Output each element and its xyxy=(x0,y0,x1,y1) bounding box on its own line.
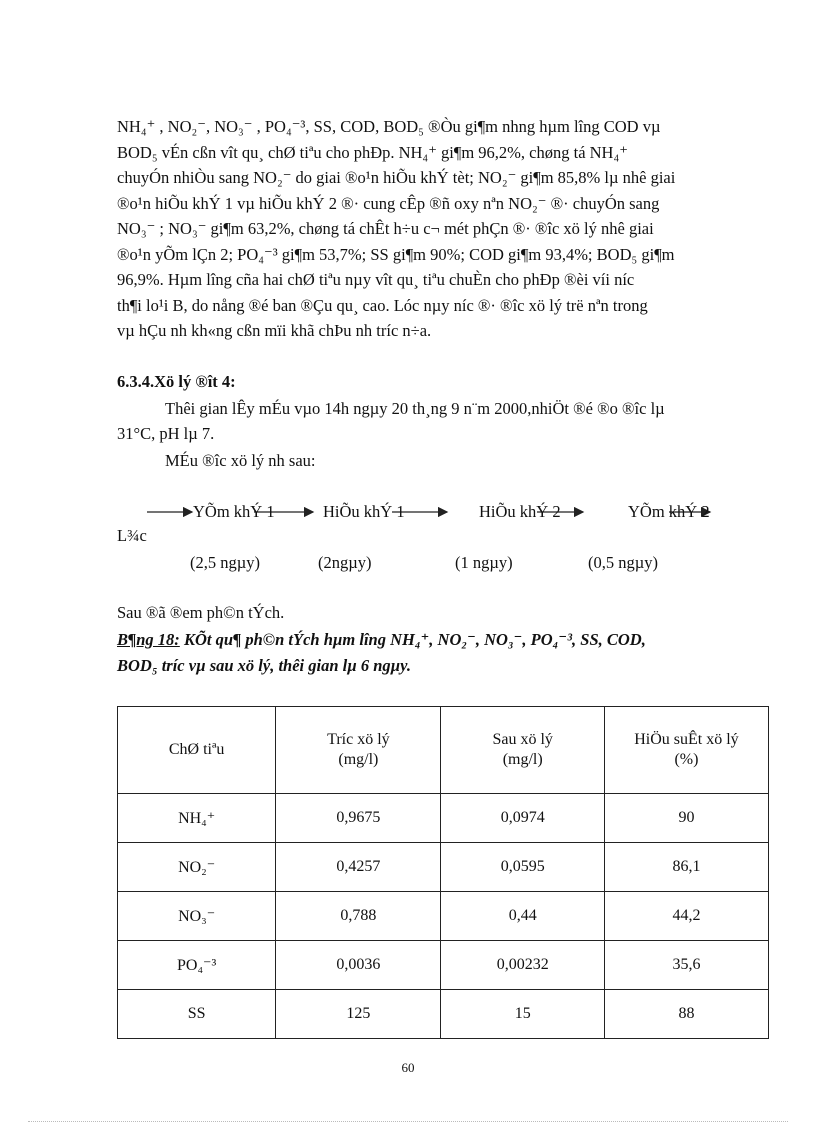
paragraph-line: chuyÓn nhiÒu sang NO₂⁻ do giai ®o¹n hiÕu khÝ tèt; NO₂⁻ gi¶m 85,8% lµ nhê giai xyxy=(117,168,676,187)
table-cell: 35,6 xyxy=(604,941,768,990)
header-text: ChØ tiªu xyxy=(168,741,225,758)
table-cell: 88 xyxy=(604,990,768,1039)
section-text: 31°C, pH lµ 7. xyxy=(117,424,215,443)
process-flow-diagram xyxy=(117,498,768,558)
flow-start-label: L¾c xyxy=(117,526,147,545)
table-cell: NO₂⁻ xyxy=(118,843,276,892)
header-before xyxy=(276,707,441,794)
table-cell: 86,1 xyxy=(604,843,768,892)
section-heading: 6.3.4.Xö lý ®ît 4: xyxy=(117,372,236,391)
flow-step: HiÕu khÝ 1 xyxy=(323,502,405,521)
section-text: Thêi gian lÊy mÉu vµo 14h ngµy 20 th¸ng 9 n¨m 2000,nhiÖt ®é ®o ®îc lµ xyxy=(165,399,665,418)
caption-text: KÕt qu¶ ph©n tÝch hµm lîng NH₄⁺, NO₂⁻, NO₃⁻, PO₄⁻³, SS, COD, xyxy=(179,630,646,649)
table-cell: 125 xyxy=(276,990,441,1039)
flow-duration: (2ngµy) xyxy=(318,553,372,572)
table-cell: PO₄⁻³ xyxy=(118,941,276,990)
table-header-row xyxy=(118,707,769,794)
table-row xyxy=(118,990,769,1039)
page-number: 60 xyxy=(401,1060,415,1075)
after-analysis-text: Sau ®ã ®em ph©n tÝch. xyxy=(117,603,285,622)
table-row xyxy=(118,794,769,843)
paragraph-line: ®o¹n yÕm lÇn 2; PO₄⁻³ gi¶m 53,7%; SS gi¶m 90%; COD gi¶m 93,4%; BOD₅ gi¶m xyxy=(117,244,675,264)
table-cell: 0,0595 xyxy=(441,843,604,892)
paragraph-line: vµ hÇu nh kh«ng cßn mïi khã chÞu nh tríc n÷a. xyxy=(117,321,432,340)
flow-step: HiÕu khÝ 2 xyxy=(479,502,561,521)
table-cell: 0,9675 xyxy=(276,794,441,843)
footer-divider xyxy=(28,1121,788,1122)
table-cell: 0,44 xyxy=(441,892,604,941)
table-cell: 0,788 xyxy=(276,892,441,941)
table-cell: 15 xyxy=(441,990,604,1039)
caption-text: BOD₅ tríc vµ sau xö lý, thêi gian lµ 6 ngµy. xyxy=(117,656,412,675)
header-text: HiÖu suÊt xö lý (%) xyxy=(634,731,739,768)
flow-duration: (2,5 ngµy) xyxy=(190,553,260,572)
flow-step: YÕm khÝ 1 xyxy=(193,502,275,521)
header-efficiency xyxy=(604,707,768,794)
paragraph-line: BOD₅ vÉn cßn vît qu¸ chØ tiªu cho phÐp. NH₄⁺ gi¶m 96,2%, chøng tá NH₄⁺ xyxy=(117,142,628,162)
table-cell: 0,0974 xyxy=(441,794,604,843)
flow-duration: (1 ngµy) xyxy=(455,553,513,572)
table-row xyxy=(118,941,769,990)
header-text: Sau xö lý (mg/l) xyxy=(492,731,553,768)
table-cell: 44,2 xyxy=(604,892,768,941)
table-row xyxy=(118,843,769,892)
table-number: B¶ng 18: xyxy=(117,630,180,649)
header-parameter xyxy=(118,707,276,794)
header-text: Tríc xö lý (mg/l) xyxy=(327,731,390,768)
paragraph-line: ®o¹n hiÕu khÝ 1 vµ hiÕu khÝ 2 ®· cung cÊp ®ñ oxy nªn NO₂⁻ ®· chuyÓn sang xyxy=(117,193,660,213)
paragraph-line: NO₃⁻ ; NO₃⁻ gi¶m 63,2%, chøng tá chÊt h÷u c¬ mét phÇn ®· ®îc xö lý nhê giai xyxy=(117,219,654,238)
paragraph-line: 96,9%. Hµm lîng cña hai chØ tiªu nµy vît qu¸ tiªu chuÈn cho phÐp ®èi víi níc xyxy=(117,270,635,289)
paragraph-line: th¶i lo¹i B, do nång ®é ban ®Çu qu¸ cao. Lóc nµy níc ®· ®îc xö lý trë nªn trong xyxy=(117,295,648,315)
table-cell: 0,0036 xyxy=(276,941,441,990)
table-cell: 0,00232 xyxy=(441,941,604,990)
table-cell: NO₃⁻ xyxy=(118,892,276,941)
table-cell: NH₄⁺ xyxy=(118,794,276,843)
flow-step: YÕm khÝ 2 xyxy=(628,502,710,521)
table-caption xyxy=(117,627,768,679)
table-cell: SS xyxy=(118,990,276,1039)
table-cell: 0,4257 xyxy=(276,843,441,892)
table-row xyxy=(118,892,769,941)
section-text: MÉu ®îc xö lý nh sau: xyxy=(165,451,316,470)
table-cell: 90 xyxy=(604,794,768,843)
paragraph-line: NH₄⁺ , NO₂⁻, NO₃⁻ , PO₄⁻³, SS, COD, BOD₅ ®Òu gi¶m nhng hµm lîng COD vµ xyxy=(117,117,661,136)
header-after xyxy=(441,707,604,794)
paragraph-results xyxy=(117,114,768,344)
flow-duration: (0,5 ngµy) xyxy=(588,553,658,572)
results-table xyxy=(117,706,769,1039)
